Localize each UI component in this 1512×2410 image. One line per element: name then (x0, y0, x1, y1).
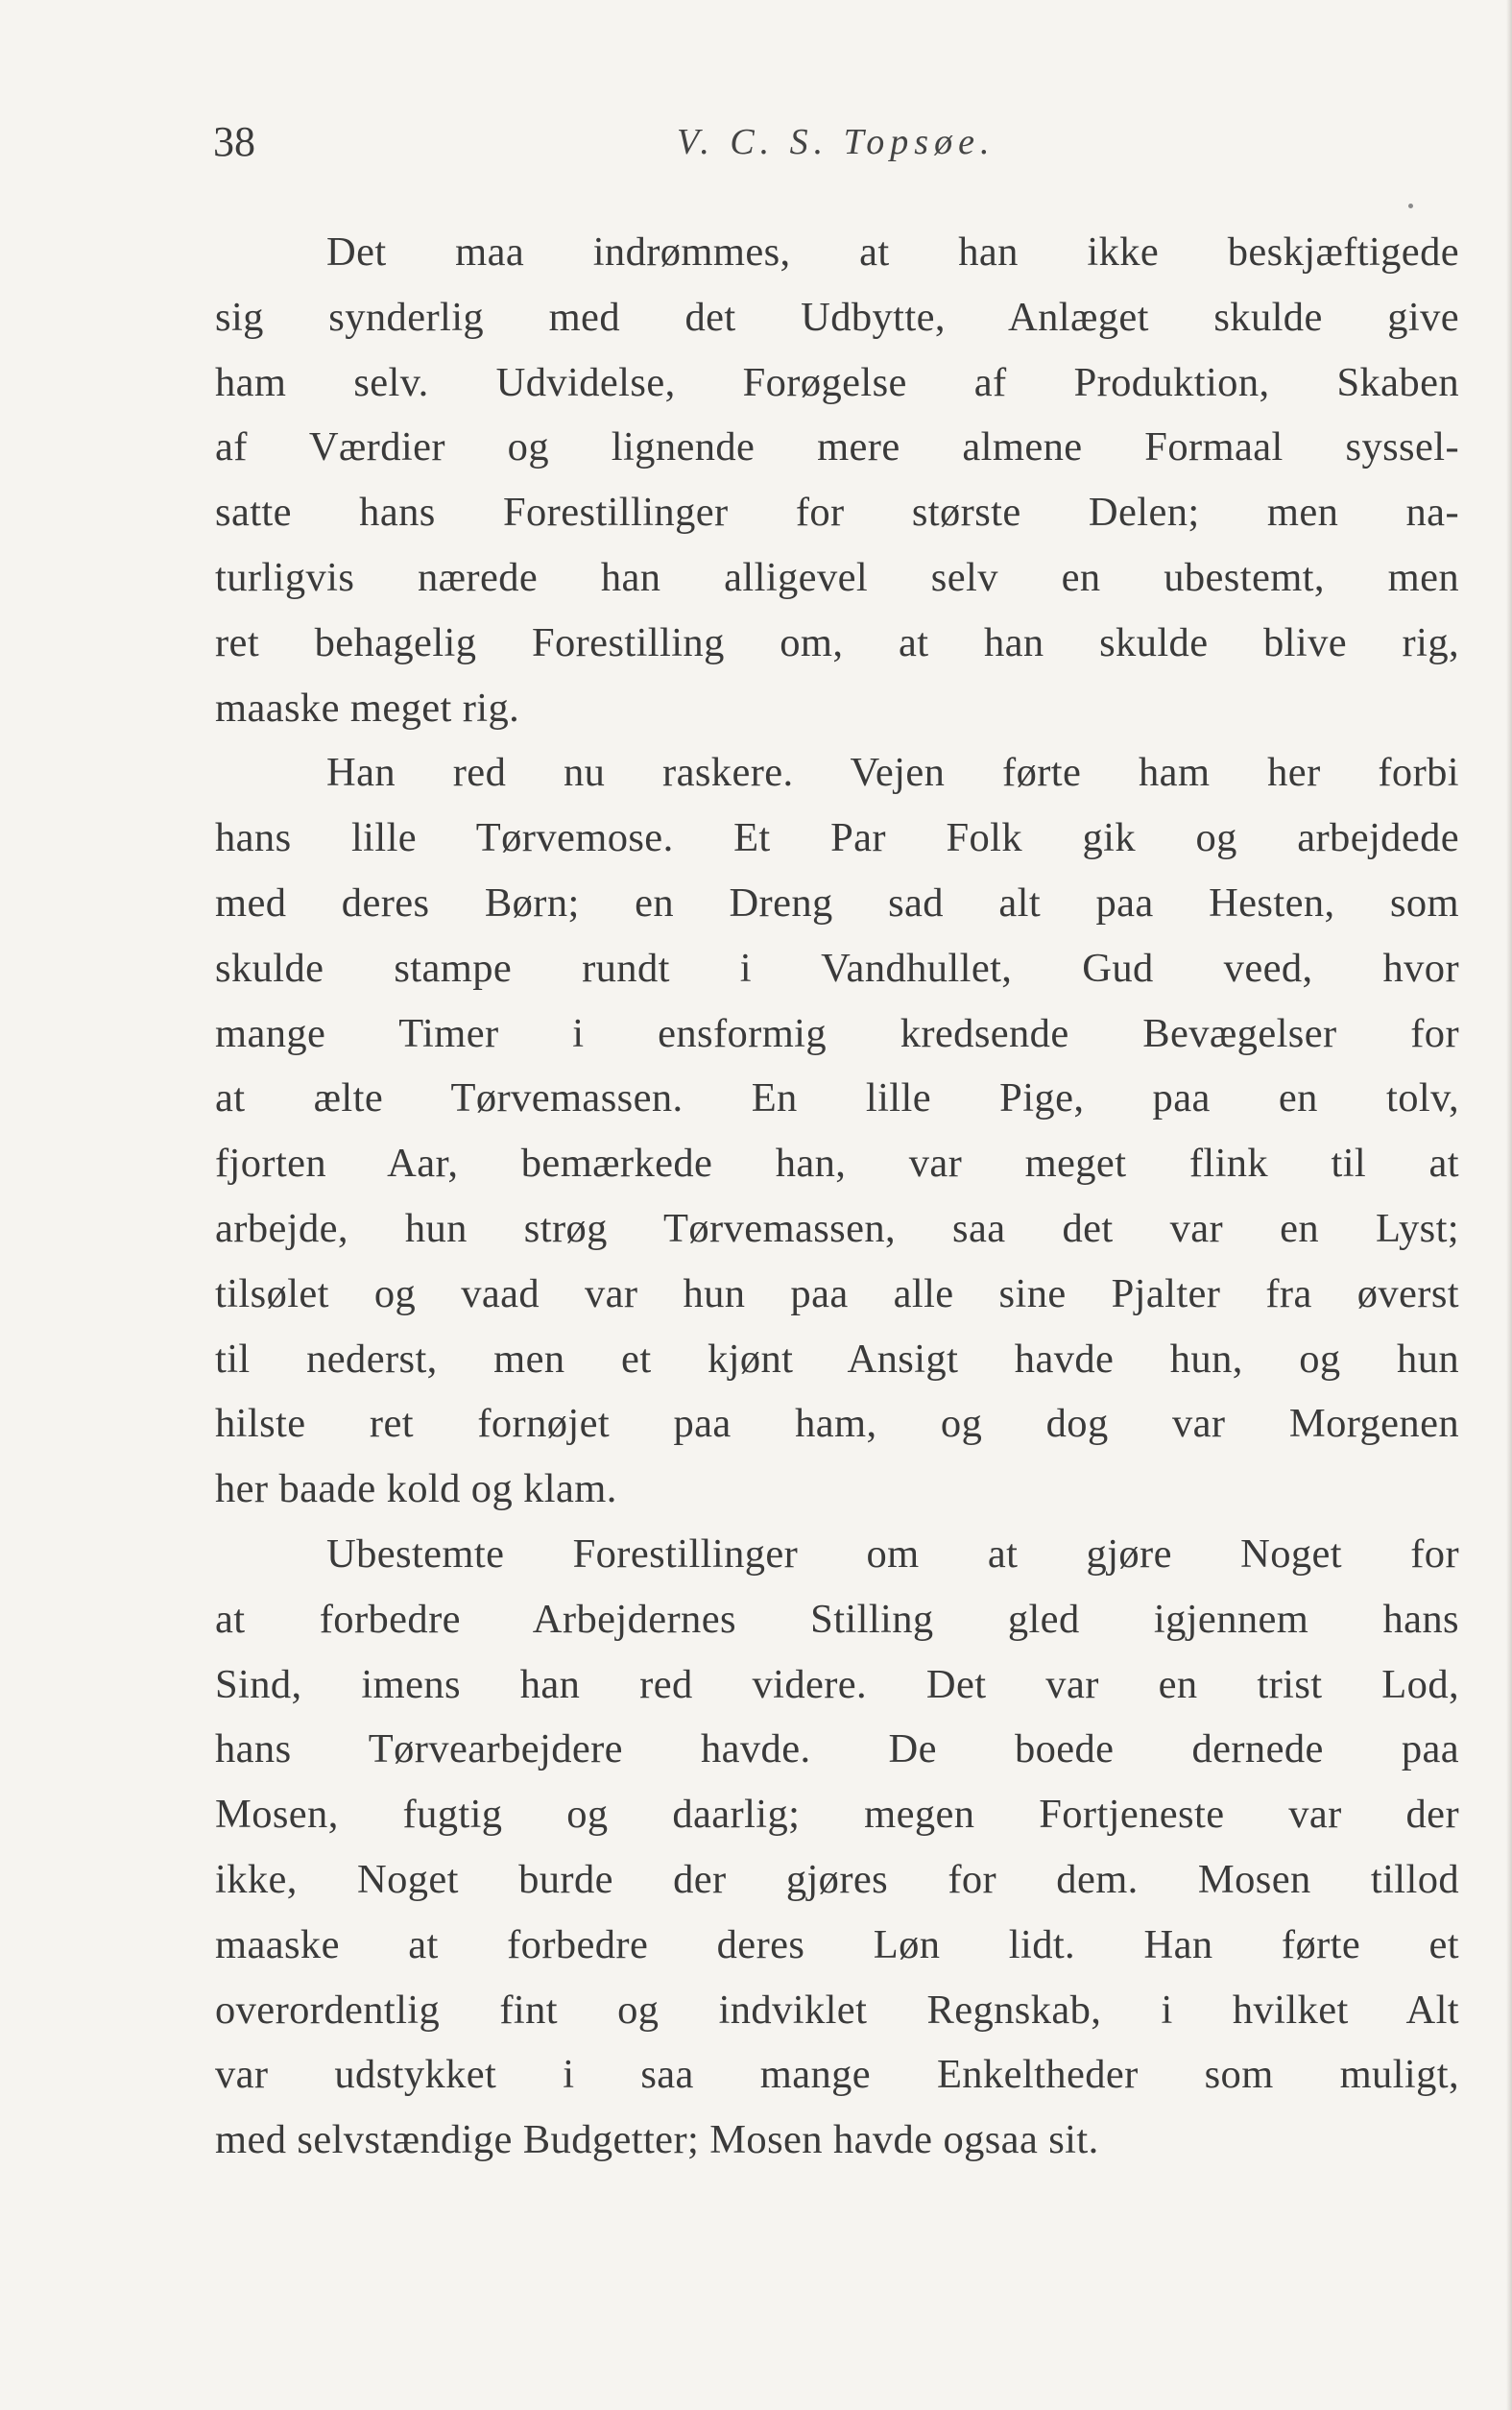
paragraph-3-line-4: hans Tørvearbejdere havde. De boede dernede paa (215, 1726, 1459, 1772)
paragraph-1-line-2: sig synderlig med det Udbytte, Anlæget skulde give (215, 294, 1459, 340)
paragraph-3-line-3: Sind, imens han red videre. Det var en trist Lod, (215, 1661, 1459, 1707)
paragraph-1-line-4: af Værdier og lignende mere almene Formaal syssel- (215, 424, 1459, 470)
page-edge-shadow (1506, 0, 1512, 2410)
paragraph-2-line-3: med deres Børn; en Dreng sad alt paa Hesten, som (215, 880, 1459, 926)
paragraph-2-line-10: til nederst, men et kjønt Ansigt havde hun, og hun (215, 1336, 1459, 1382)
paragraph-2-line-9: tilsølet og vaad var hun paa alle sine Pjalter fra øverst (215, 1270, 1459, 1316)
paragraph-3-line-10: med selvstændige Budgetter; Mosen havde ogsaa sit. (215, 2117, 1099, 2163)
paragraph-3-line-7: maaske at forbedre deres Løn lidt. Han førte et (215, 1921, 1459, 1967)
running-head: V. C. S. Topsøe. (677, 122, 996, 162)
body-text (215, 220, 1459, 2173)
paragraph-1-line-1: Det maa indrømmes, at han ikke beskjæftigede (326, 229, 1459, 275)
paragraph-1-line-8: maaske meget rig. (215, 685, 520, 731)
paragraph-2-line-12: her baade kold og klam. (215, 1466, 617, 1512)
page-header (213, 113, 1461, 171)
paragraph-2-line-2: hans lille Tørvemose. Et Par Folk gik og arbejdede (215, 815, 1459, 861)
paragraph-1-line-7: ret behagelig Forestilling om, at han skulde blive rig, (215, 619, 1459, 665)
paragraph-3-line-1: Ubestemte Forestillinger om at gjøre Noget for (326, 1530, 1459, 1577)
paragraph-2-line-11: hilste ret fornøjet paa ham, og dog var Morgenen (215, 1401, 1459, 1447)
print-speck (1408, 204, 1413, 208)
paragraph-2-line-8: arbejde, hun strøg Tørvemassen, saa det var en Lyst; (215, 1205, 1459, 1251)
paragraph-2-line-7: fjorten Aar, bemærkede han, var meget flink til at (215, 1141, 1459, 1187)
paragraph-3-line-5: Mosen, fugtig og daarlig; megen Fortjeneste var der (215, 1792, 1459, 1838)
paragraph-2-line-5: mange Timer i ensformig kredsende Bevægelser for (215, 1010, 1459, 1056)
paragraph-3-line-2: at forbedre Arbejdernes Stilling gled igjennem hans (215, 1596, 1459, 1642)
paragraph-3-line-8: overordentlig fint og indviklet Regnskab, i hvilket Alt (215, 1987, 1459, 2033)
page-number: 38 (213, 118, 255, 165)
paragraph-1-line-6: turligvis nærede han alligevel selv en ubestemt, men (215, 554, 1459, 600)
paragraph-2-line-4: skulde stampe rundt i Vandhullet, Gud veed, hvor (215, 945, 1459, 991)
paragraph-3-line-6: ikke, Noget burde der gjøres for dem. Mosen tillod (215, 1856, 1459, 1902)
paragraph-2-line-6: at ælte Tørvemassen. En lille Pige, paa en tolv, (215, 1075, 1459, 1121)
paragraph-1-line-5: satte hans Forestillinger for største Delen; men na- (215, 490, 1459, 536)
paragraph-2-line-1: Han red nu raskere. Vejen førte ham her forbi (326, 750, 1459, 796)
paragraph-1-line-3: ham selv. Udvidelse, Forøgelse af Produktion, Skaben (215, 359, 1459, 405)
paragraph-3-line-9: var udstykket i saa mange Enkeltheder som muligt, (215, 2052, 1459, 2098)
